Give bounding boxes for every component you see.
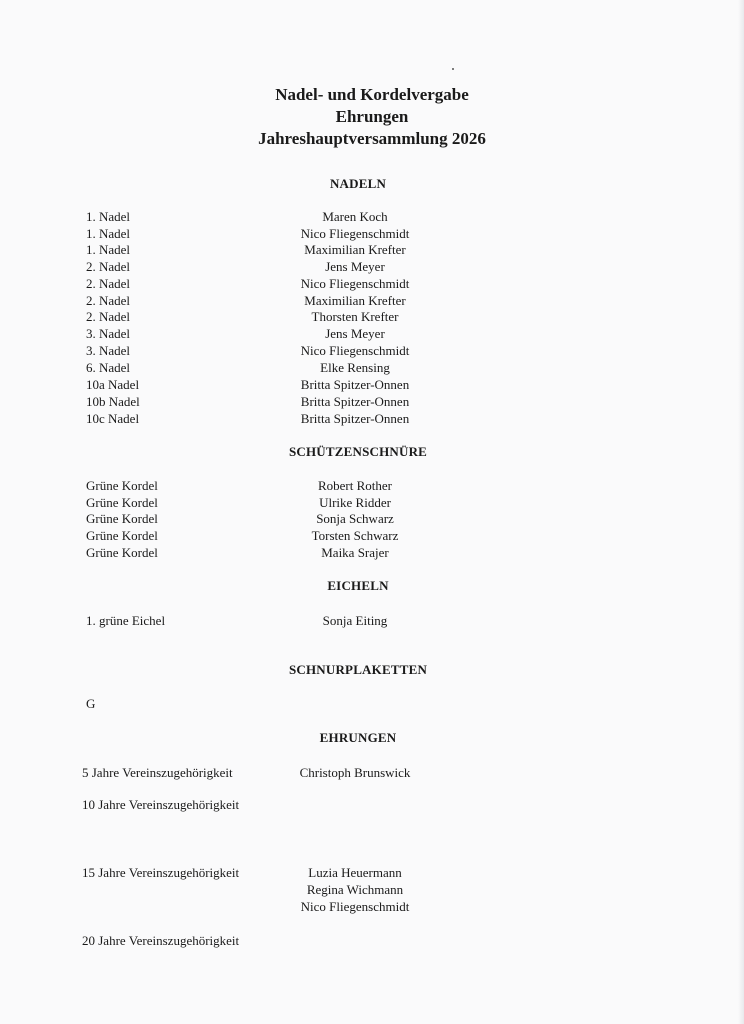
recipient-name: Nico Fliegenschmidt — [300, 343, 410, 358]
award-label: 1. grüne Eichel — [86, 613, 166, 628]
table-row — [0, 359, 744, 376]
honor-label: 15 Jahre Vereinszugehörigkeit — [82, 865, 240, 880]
table-row — [0, 544, 744, 561]
recipient-name: Regina Wichmann — [306, 882, 404, 897]
recipient-name: Maika Srajer — [321, 545, 389, 560]
award-label: 1. Nadel — [86, 242, 131, 257]
award-label: 3. Nadel — [86, 343, 131, 358]
recipient-name: Luzia Heuermann — [308, 865, 402, 880]
recipient-name: Thorsten Krefter — [311, 309, 399, 324]
scan-speck — [452, 68, 454, 70]
award-label: Grüne Kordel — [86, 545, 158, 560]
table-row — [0, 376, 744, 393]
table-row — [0, 510, 744, 527]
section-heading-nadeln: NADELN — [329, 176, 387, 191]
award-label: 3. Nadel — [86, 326, 131, 341]
recipient-name: Nico Fliegenschmidt — [300, 899, 410, 914]
section-heading-eicheln: EICHELN — [327, 578, 389, 593]
table-row — [0, 225, 744, 242]
table-row — [0, 527, 744, 544]
title-line-3: Jahreshauptversammlung 2026 — [258, 129, 486, 148]
table-row — [0, 292, 744, 309]
table-row — [0, 325, 744, 342]
honor-row — [0, 864, 744, 881]
recipient-name: Britta Spitzer-Onnen — [300, 377, 410, 392]
title-line-2: Ehrungen — [335, 107, 409, 126]
honor-row — [0, 881, 744, 898]
recipient-name: Jens Meyer — [325, 259, 385, 274]
honor-label: 5 Jahre Vereinszugehörigkeit — [82, 765, 233, 780]
recipient-name: Maximilian Krefter — [304, 293, 406, 308]
honor-row — [0, 764, 744, 781]
section-heading-schuetzenschnuere: SCHÜTZENSCHNÜRE — [288, 444, 428, 459]
award-label: 10c Nadel — [86, 411, 140, 426]
table-row — [0, 241, 744, 258]
award-label: 2. Nadel — [86, 276, 131, 291]
award-label: 2. Nadel — [86, 293, 131, 308]
title-line-1: Nadel- und Kordelvergabe — [275, 85, 469, 104]
recipient-name: Torsten Schwarz — [311, 528, 399, 543]
honor-label: 10 Jahre Vereinszugehörigkeit — [82, 797, 240, 812]
award-label: 1. Nadel — [86, 226, 131, 241]
recipient-name: Maximilian Krefter — [304, 242, 406, 257]
table-row — [0, 410, 744, 427]
award-label: Grüne Kordel — [86, 528, 158, 543]
recipient-name: Sonja Schwarz — [316, 511, 394, 526]
table-row — [0, 208, 744, 225]
recipient-name: Ulrike Ridder — [319, 495, 391, 510]
schnurplaketten-text: G — [86, 696, 96, 711]
table-row — [0, 494, 744, 511]
recipient-name: Christoph Brunswick — [299, 765, 411, 780]
recipient-name: Nico Fliegenschmidt — [300, 276, 410, 291]
award-label: 6. Nadel — [86, 360, 131, 375]
table-row — [0, 342, 744, 359]
document-title — [0, 84, 744, 150]
recipient-name: Maren Koch — [322, 209, 388, 224]
recipient-name: Nico Fliegenschmidt — [300, 226, 410, 241]
honor-row — [0, 898, 744, 915]
recipient-name: Robert Rother — [317, 478, 392, 493]
section-heading-ehrungen: EHRUNGEN — [319, 730, 397, 745]
award-label: 10b Nadel — [86, 394, 140, 409]
award-label: Grüne Kordel — [86, 478, 158, 493]
table-row — [0, 393, 744, 410]
table-row — [0, 477, 744, 494]
table-row — [0, 308, 744, 325]
award-label: Grüne Kordel — [86, 495, 158, 510]
section-heading-schnurplaketten: SCHNURPLAKETTEN — [288, 662, 428, 677]
table-row — [0, 258, 744, 275]
award-label: Grüne Kordel — [86, 511, 158, 526]
recipient-name: Sonja Eiting — [322, 613, 388, 628]
award-label: 1. Nadel — [86, 209, 131, 224]
recipient-name: Britta Spitzer-Onnen — [300, 394, 410, 409]
table-row — [0, 612, 744, 629]
honor-label: 20 Jahre Vereinszugehörigkeit — [82, 933, 240, 948]
honor-row — [0, 796, 744, 813]
recipient-name: Britta Spitzer-Onnen — [300, 411, 410, 426]
award-label: 2. Nadel — [86, 309, 131, 324]
table-row — [0, 275, 744, 292]
award-label: 10a Nadel — [86, 377, 140, 392]
award-label: 2. Nadel — [86, 259, 131, 274]
honor-row — [0, 932, 744, 949]
recipient-name: Jens Meyer — [325, 326, 385, 341]
recipient-name: Elke Rensing — [320, 360, 390, 375]
